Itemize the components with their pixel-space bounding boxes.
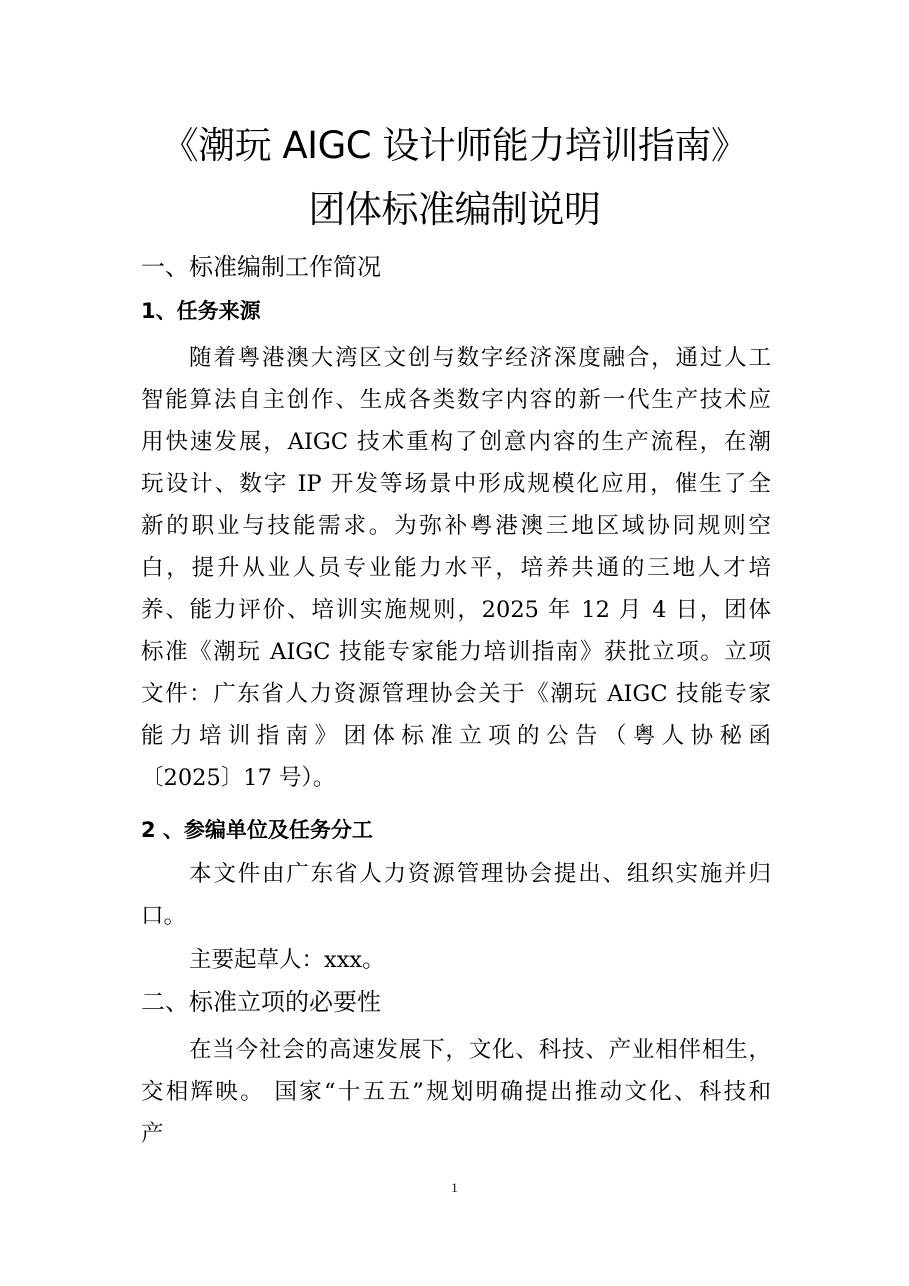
paragraph-line: 玩设计、数字 IP 开发等场景中形成规模化应用，催生了全: [141, 471, 771, 497]
paragraph-line: 能力培训指南》团体标准立项的公告（粤人协秘函: [141, 723, 771, 749]
paragraph-line: 产: [141, 1121, 164, 1147]
sub1-heading: 1、任务来源: [141, 299, 261, 323]
paragraph-line: 标准《潮玩 AIGC 技能专家能力培训指南》获批立项。立项: [141, 639, 771, 665]
paragraph-line: 新的职业与技能需求。为弥补粤港澳三地区域协同规则空: [141, 513, 771, 539]
paragraph-line: 养、能力评价、培训实施规则，2025 年 12 月 4 日，团体: [141, 597, 771, 623]
section1-heading: 一、标准编制工作简况: [141, 253, 381, 281]
section2-heading: 二、标准立项的必要性: [141, 988, 381, 1016]
paragraph-line: 智能算法自主创作、生成各类数字内容的新一代生产技术应: [141, 387, 771, 413]
paragraph-line: 本文件由广东省人力资源管理协会提出、组织实施并归: [189, 861, 771, 887]
paragraph-line: 用快速发展，AIGC 技术重构了创意内容的生产流程，在潮: [141, 429, 771, 455]
sub2-heading: 2 、参编单位及任务分工: [141, 818, 373, 842]
paragraph-line: 白，提升从业人员专业能力水平，培养共通的三地人才培: [141, 555, 771, 581]
document-title-line2: 团体标准编制说明: [308, 188, 601, 231]
page-number: 1: [451, 1180, 458, 1195]
drafter-line: 主要起草人：xxx。: [189, 947, 385, 973]
paragraph-line: 在当今社会的高速发展下，文化、科技、产业相伴相生，: [189, 1037, 771, 1063]
paragraph-line: 随着粤港澳大湾区文创与数字经济深度融合，通过人工: [189, 345, 771, 371]
paragraph-line: 口。: [141, 903, 187, 929]
paragraph-line: 交相辉映。 国家“十五五”规划明确提出推动文化、科技和: [141, 1079, 771, 1105]
paragraph-line: 文件：广东省人力资源管理协会关于《潮玩 AIGC 技能专家: [141, 681, 771, 707]
document-title-line1: 《潮玩 AIGC 设计师能力培训指南》: [161, 124, 748, 167]
paragraph-line: 〔2025〕17 号）。: [141, 765, 336, 791]
